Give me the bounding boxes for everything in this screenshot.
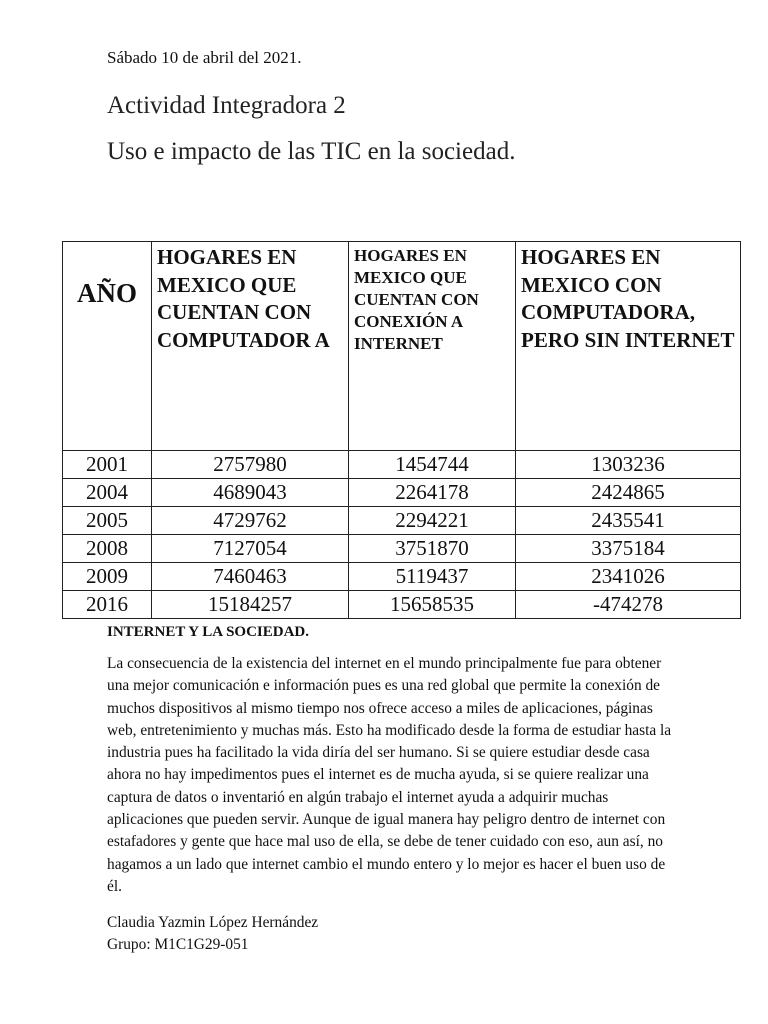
date-line: Sábado 10 de abril del 2021. <box>107 48 302 67</box>
cell-year: 2008 <box>63 535 152 563</box>
cell-year: 2016 <box>63 591 152 619</box>
cell-computers: 15184257 <box>152 591 349 619</box>
essay-section <box>107 624 677 956</box>
cell-computer-no-internet: 3375184 <box>516 535 741 563</box>
signature-block <box>107 912 677 956</box>
households-table <box>62 241 741 619</box>
table-header-row <box>63 242 741 451</box>
cell-internet: 2264178 <box>349 479 516 507</box>
group-code: Grupo: M1C1G29-051 <box>107 936 249 954</box>
cell-internet: 5119437 <box>349 563 516 591</box>
cell-computer-no-internet: 2435541 <box>516 507 741 535</box>
author-name: Claudia Yazmin López Hernández <box>107 914 319 932</box>
column-header-computers: HOGARES EN MEXICO QUE CUENTAN CON COMPUTADOR A <box>152 242 349 451</box>
cell-computer-no-internet: -474278 <box>516 591 741 619</box>
cell-year: 2001 <box>63 451 152 479</box>
column-header-computer-no-internet: HOGARES EN MEXICO CON COMPUTADORA, PERO SIN INTERNET <box>516 242 741 451</box>
cell-computers: 7127054 <box>152 535 349 563</box>
cell-computers: 4729762 <box>152 507 349 535</box>
column-header-year: AÑO <box>63 242 152 451</box>
table-row <box>63 591 741 619</box>
cell-internet: 3751870 <box>349 535 516 563</box>
cell-year: 2004 <box>63 479 152 507</box>
cell-internet: 15658535 <box>349 591 516 619</box>
column-header-internet: HOGARES EN MEXICO QUE CUENTAN CON CONEXIÓN A INTERNET <box>349 242 516 451</box>
table-row <box>63 563 741 591</box>
cell-computers: 2757980 <box>152 451 349 479</box>
essay-paragraph: La consecuencia de la existencia del internet en el mundo principalmente fue para obtener una mejor comunicación e información pues es una red global que permite la conexión de muchos dispositivos al mismo tiempo nos ofrece acceso a miles de aplicaciones, páginas web, entretenimiento y muchas más. Esto ha modificado desde la forma de estudiar hasta la industria pues ha facilitado la vida diría del ser humano. Si se quiere estudiar desde casa ahora no hay impedimentos pues el internet es de mucha ayuda, si se quiere realizar una captura de datos o inventarió en algún trabajo el internet ayuda a adquirir muchas aplicaciones que pueden servir. Aunque de igual manera hay peligro dentro de internet con estafadores y gente que hace mal uso de ella, se debe de tener cuidado con eso, aun así, no hagamos a un lado que internet cambio el mundo entero y lo mejor es hacer el buen uso de él. <box>107 655 672 895</box>
cell-computer-no-internet: 2341026 <box>516 563 741 591</box>
table-row <box>63 451 741 479</box>
cell-computers: 7460463 <box>152 563 349 591</box>
cell-computer-no-internet: 1303236 <box>516 451 741 479</box>
cell-computer-no-internet: 2424865 <box>516 479 741 507</box>
cell-year: 2009 <box>63 563 152 591</box>
document-subtitle: Uso e impacto de las TIC en la sociedad. <box>107 138 516 165</box>
cell-computers: 4689043 <box>152 479 349 507</box>
cell-internet: 2294221 <box>349 507 516 535</box>
cell-internet: 1454744 <box>349 451 516 479</box>
section-heading: INTERNET Y LA SOCIEDAD. <box>107 624 309 640</box>
cell-year: 2005 <box>63 507 152 535</box>
table-row <box>63 479 741 507</box>
table-row <box>63 507 741 535</box>
document-title: Actividad Integradora 2 <box>107 92 346 119</box>
table-row <box>63 535 741 563</box>
